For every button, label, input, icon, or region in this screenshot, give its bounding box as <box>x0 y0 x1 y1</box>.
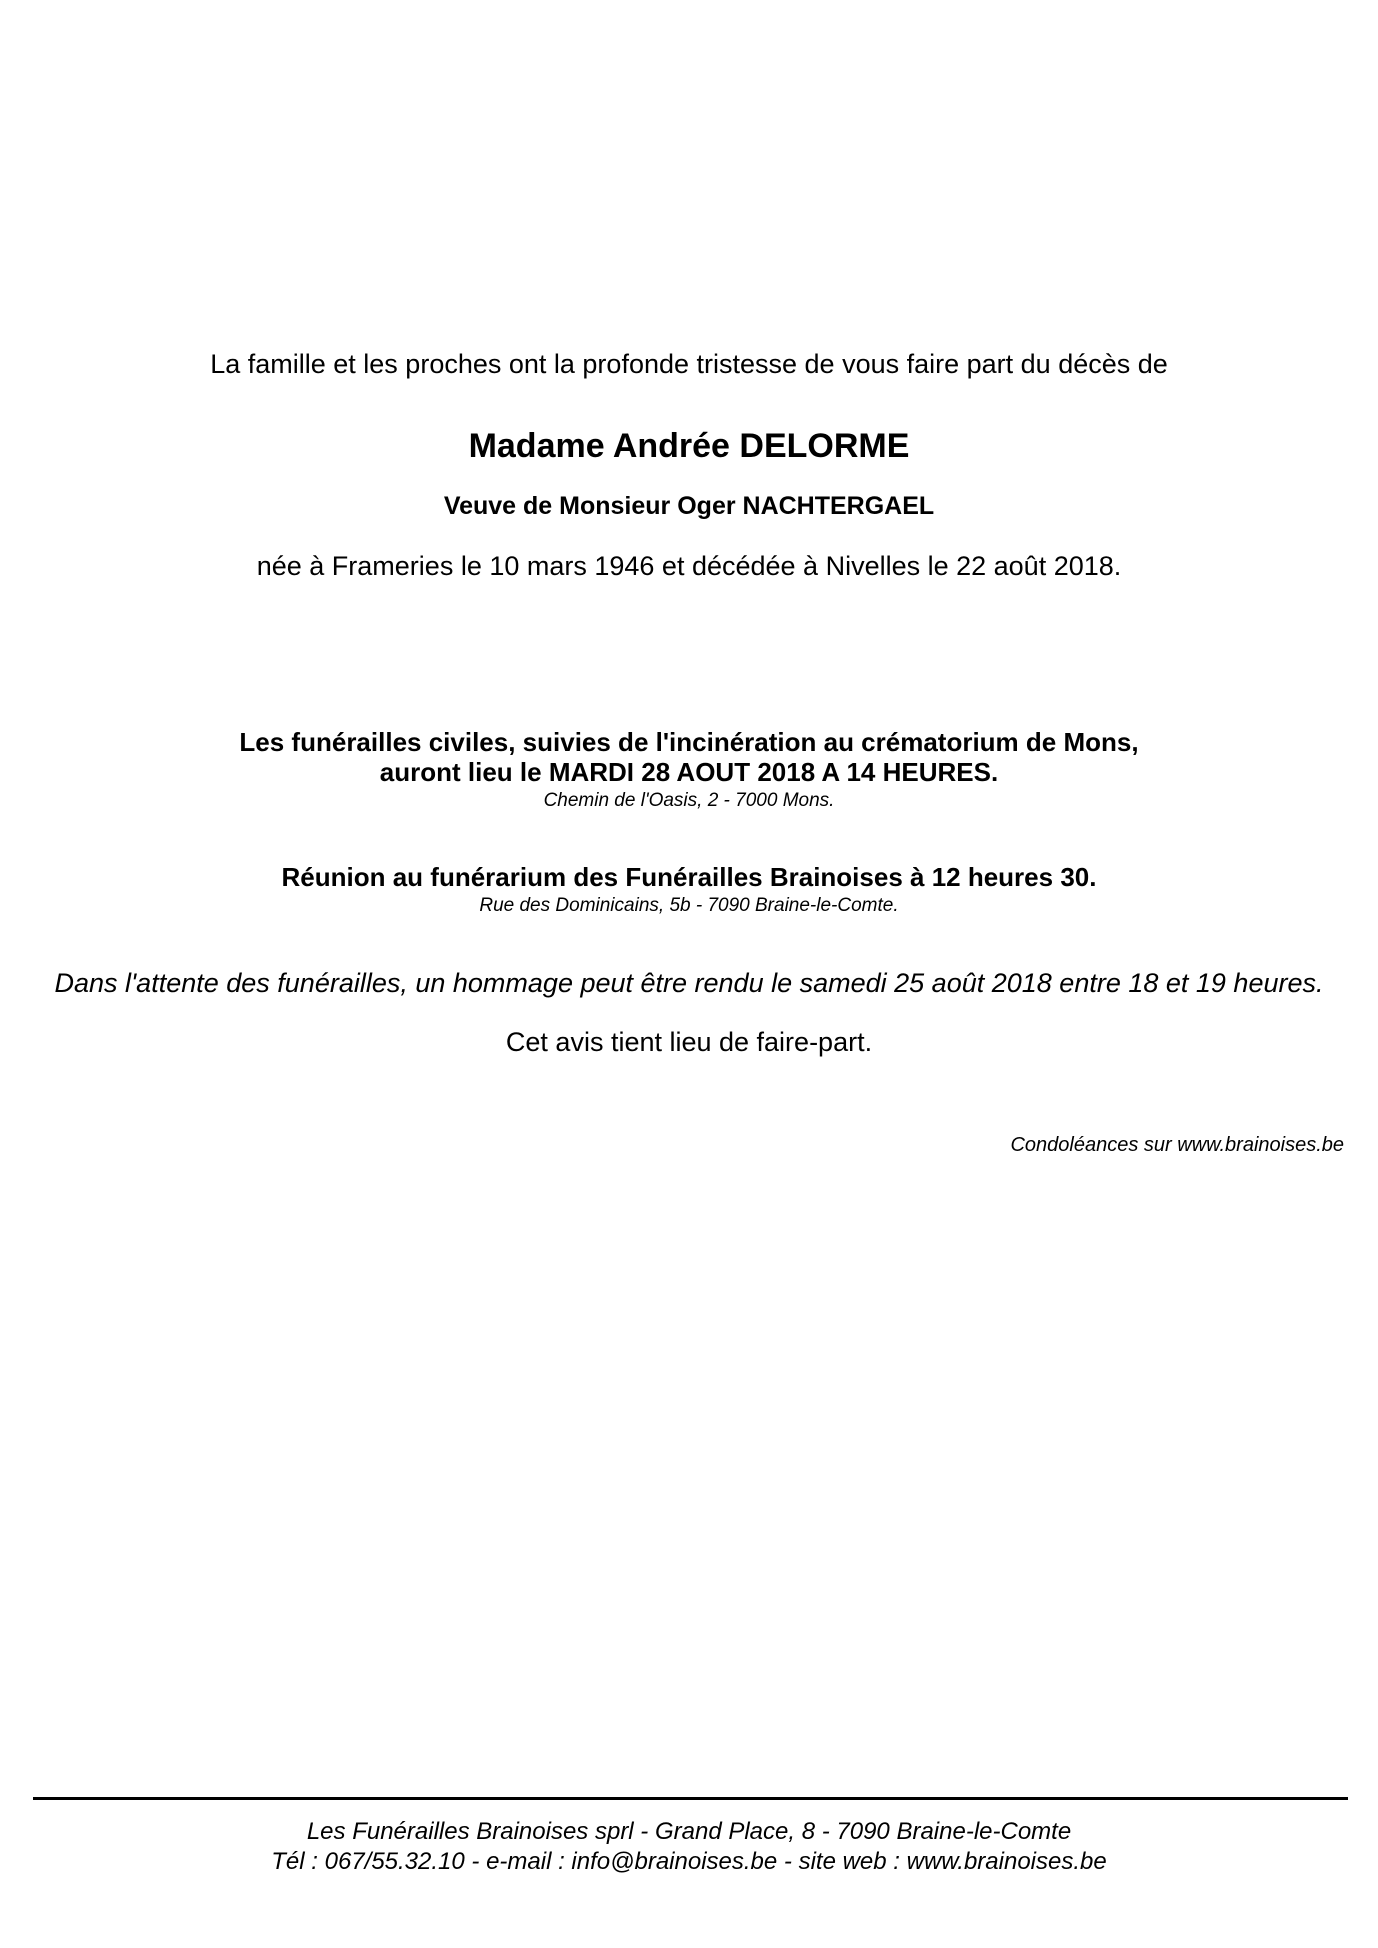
funeral-address: Chemin de l'Oasis, 2 - 7000 Mons. <box>543 790 835 811</box>
funeral-line-2: auront lieu le MARDI 28 AOUT 2018 A 14 HEURES. <box>379 757 999 787</box>
intro-text: La famille et les proches ont la profonde tristesse de vous faire part du décès de <box>210 349 1168 379</box>
hommage-text: Dans l'attente des funérailles, un hommage peut être rendu le samedi 25 août 2018 entre 18 et 19 heures. <box>54 968 1324 998</box>
footer-divider <box>33 1797 1348 1800</box>
footer-contact: Tél : 067/55.32.10 - e-mail : info@brainoises.be - site web : www.brainoises.be <box>271 1848 1107 1875</box>
reunion-text: Réunion au funérarium des Funérailles Brainoises à 12 heures 30. <box>281 862 1097 892</box>
birth-death-text: née à Frameries le 10 mars 1946 et décédée à Nivelles le 22 août 2018. <box>256 551 1122 581</box>
footer-address: Les Funérailles Brainoises sprl - Grand Place, 8 - 7090 Braine-le-Comte <box>306 1818 1072 1845</box>
widow-of-text: Veuve de Monsieur Oger NACHTERGAEL <box>443 492 935 520</box>
funeral-line-1: Les funérailles civiles, suivies de l'incinération au crématorium de Mons, <box>239 727 1139 757</box>
reunion-address: Rue des Dominicains, 5b - 7090 Braine-le-Comte. <box>479 895 899 916</box>
deceased-name: Madame Andrée DELORME <box>468 427 910 465</box>
condolences-text: Condoléances sur www.brainoises.be <box>1010 1134 1344 1156</box>
notice-text: Cet avis tient lieu de faire-part. <box>505 1027 873 1057</box>
